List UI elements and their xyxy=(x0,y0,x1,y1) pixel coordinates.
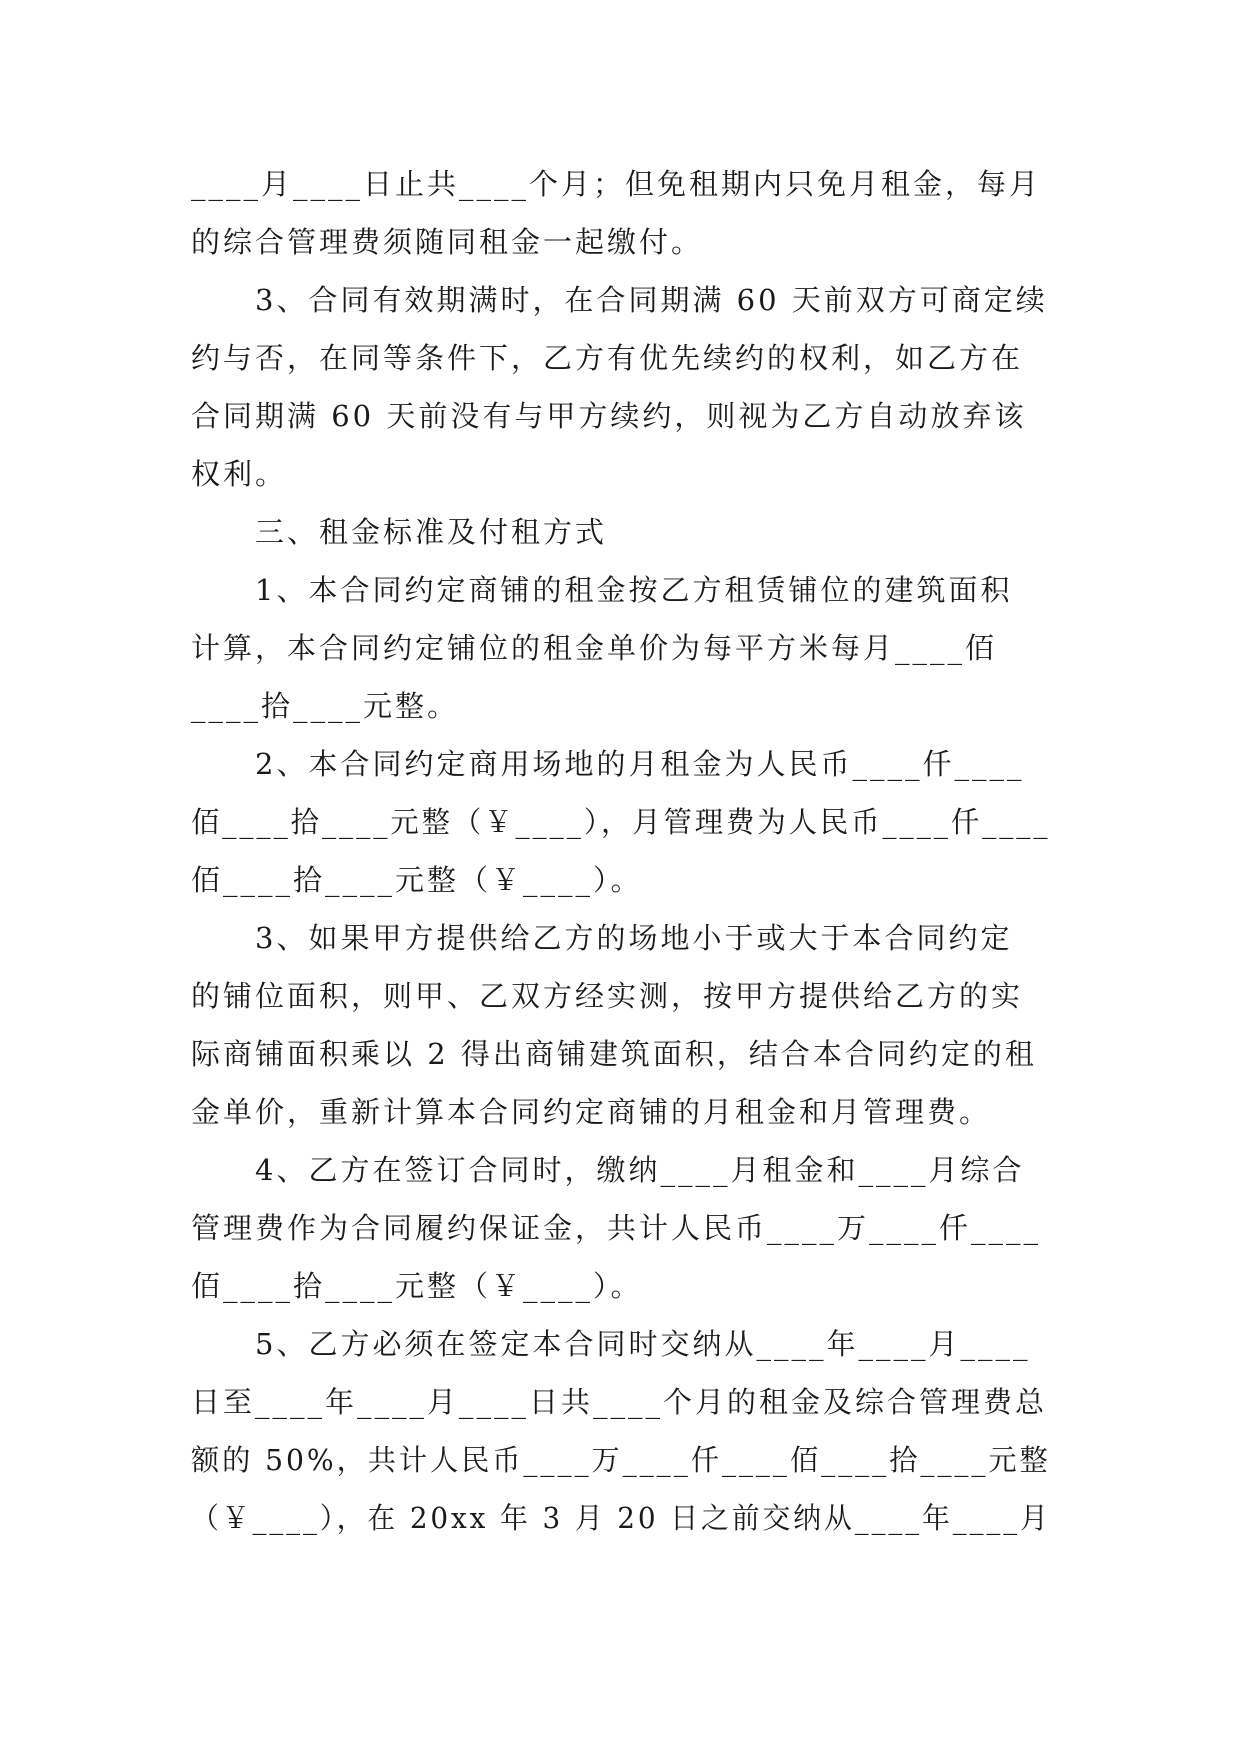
text-line-10: ____拾____元整。 xyxy=(191,689,460,723)
text-line-15: 的铺位面积，则甲、乙双方经实测，按甲方提供给乙方的实 xyxy=(191,979,1024,1013)
text-line-3: 3、合同有效期满时，在合同期满 60 天前双方可商定续 xyxy=(191,283,1048,317)
text-line-17: 金单价，重新计算本合同约定商铺的月租金和月管理费。 xyxy=(191,1095,992,1129)
text-line-18: 4、乙方在签订合同时，缴纳____月租金和____月综合 xyxy=(191,1153,1025,1187)
contract-text-block xyxy=(191,155,1051,1547)
text-line-24: （￥____），在 20xx 年 3 月 20 日之前交纳从____年____月 xyxy=(191,1501,1051,1535)
text-line-6: 权利。 xyxy=(191,457,288,491)
text-line-9: 计算，本合同约定铺位的租金单价为每平方米每月____佰 xyxy=(191,631,998,665)
text-line-19: 管理费作为合同履约保证金，共计人民币____万____仟____ xyxy=(191,1211,1042,1245)
text-line-11: 2、本合同约定商用场地的月租金为人民币____仟____ xyxy=(191,747,1025,781)
section-heading-rent: 三、租金标准及付租方式 xyxy=(191,515,608,549)
text-line-4: 约与否，在同等条件下，乙方有优先续约的权利，如乙方在 xyxy=(191,341,1024,375)
text-line-20: 佰____拾____元整（￥____）。 xyxy=(191,1269,643,1303)
text-line-8: 1、本合同约定商铺的租金按乙方租赁铺位的建筑面积 xyxy=(191,573,1013,607)
text-line-16: 际商铺面积乘以 2 得出商铺建筑面积，结合本合同约定的租 xyxy=(191,1037,1037,1071)
text-line-5: 合同期满 60 天前没有与甲方续约，则视为乙方自动放弃该 xyxy=(191,399,1027,433)
text-line-12: 佰____拾____元整（￥____），月管理费为人民币____仟____ xyxy=(191,805,1051,839)
text-line-13: 佰____拾____元整（￥____）。 xyxy=(191,863,643,897)
text-line-23: 额的 50%，共计人民币____万____仟____佰____拾____元整 xyxy=(191,1443,1051,1477)
text-line-21: 5、乙方必须在签定本合同时交纳从____年____月____ xyxy=(191,1327,1031,1361)
text-line-22: 日至____年____月____日共____个月的租金及综合管理费总 xyxy=(191,1385,1048,1419)
text-line-14: 3、如果甲方提供给乙方的场地小于或大于本合同约定 xyxy=(191,921,1013,955)
text-line-1: ____月____日止共____个月；但免租期内只免月租金，每月 xyxy=(191,167,1042,201)
text-line-2: 的综合管理费须随同租金一起缴付。 xyxy=(191,225,704,259)
